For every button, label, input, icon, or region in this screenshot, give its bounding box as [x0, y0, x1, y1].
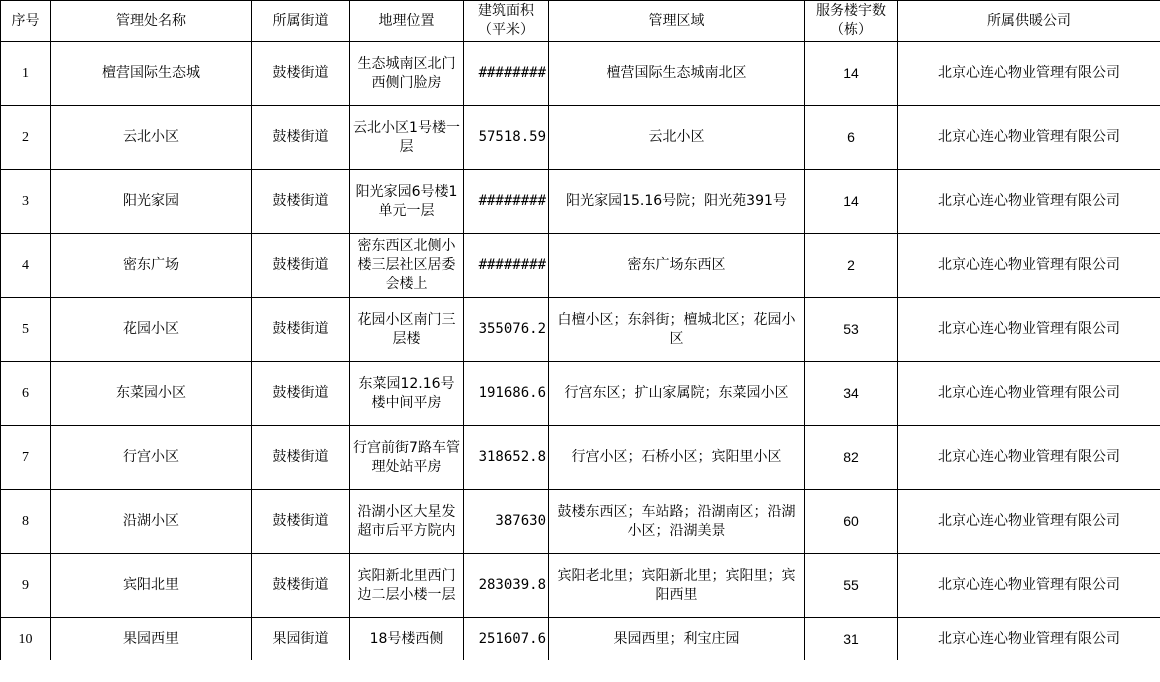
cell-office: 东菜园小区 [51, 362, 252, 426]
header-area [464, 1, 549, 42]
cell-office: 檀营国际生态城 [51, 42, 252, 106]
cell-street: 鼓楼街道 [252, 490, 350, 554]
cell-location: 云北小区1号楼一层 [350, 106, 464, 170]
table-row [1, 170, 1160, 234]
cell-company: 北京心连心物业管理有限公司 [898, 554, 1160, 618]
table-row [1, 298, 1160, 362]
cell-buildings: 82 [805, 426, 898, 490]
cell-area: 191686.6 [464, 362, 549, 426]
cell-area: ######## [464, 234, 549, 298]
table-row [1, 426, 1160, 490]
header-region: 管理区域 [549, 1, 805, 42]
header-office: 管理处名称 [51, 1, 252, 42]
header-buildings-line1: 服务楼宇数 [816, 3, 886, 19]
cell-buildings: 55 [805, 554, 898, 618]
cell-index: 7 [1, 426, 51, 490]
cell-company: 北京心连心物业管理有限公司 [898, 234, 1160, 298]
header-street: 所属街道 [252, 1, 350, 42]
cell-location: 行宫前街7路车管理处站平房 [350, 426, 464, 490]
cell-region: 白檀小区；东斜街；檀城北区；花园小区 [549, 298, 805, 362]
cell-area: 57518.59 [464, 106, 549, 170]
cell-street: 鼓楼街道 [252, 106, 350, 170]
cell-buildings: 31 [805, 618, 898, 661]
header-area-line1: 建筑面积 [478, 3, 534, 19]
cell-buildings: 6 [805, 106, 898, 170]
table-row [1, 42, 1160, 106]
cell-office: 果园西里 [51, 618, 252, 661]
cell-office: 宾阳北里 [51, 554, 252, 618]
cell-street: 鼓楼街道 [252, 170, 350, 234]
cell-region: 果园西里；利宝庄园 [549, 618, 805, 661]
cell-index: 2 [1, 106, 51, 170]
cell-office: 行宫小区 [51, 426, 252, 490]
cell-location: 18号楼西侧 [350, 618, 464, 661]
cell-index: 9 [1, 554, 51, 618]
header-buildings-line2: （栋） [830, 22, 872, 38]
table-row [1, 490, 1160, 554]
table-row [1, 618, 1160, 661]
cell-index: 5 [1, 298, 51, 362]
cell-area: 318652.8 [464, 426, 549, 490]
cell-office: 云北小区 [51, 106, 252, 170]
cell-buildings: 34 [805, 362, 898, 426]
cell-area: 355076.2 [464, 298, 549, 362]
header-location: 地理位置 [350, 1, 464, 42]
cell-street: 鼓楼街道 [252, 362, 350, 426]
table-row [1, 554, 1160, 618]
cell-company: 北京心连心物业管理有限公司 [898, 170, 1160, 234]
cell-region: 云北小区 [549, 106, 805, 170]
cell-street: 鼓楼街道 [252, 554, 350, 618]
cell-company: 北京心连心物业管理有限公司 [898, 618, 1160, 661]
table-row [1, 106, 1160, 170]
table-row [1, 234, 1160, 298]
cell-location: 宾阳新北里西门边二层小楼一层 [350, 554, 464, 618]
cell-street: 鼓楼街道 [252, 42, 350, 106]
header-area-line2: （平米） [478, 22, 534, 38]
cell-region: 密东广场东西区 [549, 234, 805, 298]
cell-company: 北京心连心物业管理有限公司 [898, 298, 1160, 362]
cell-office: 阳光家园 [51, 170, 252, 234]
header-company: 所属供暖公司 [898, 1, 1160, 42]
cell-street: 鼓楼街道 [252, 298, 350, 362]
header-index: 序号 [1, 1, 51, 42]
cell-index: 8 [1, 490, 51, 554]
cell-company: 北京心连心物业管理有限公司 [898, 362, 1160, 426]
cell-region: 行宫小区；石桥小区；宾阳里小区 [549, 426, 805, 490]
cell-office: 密东广场 [51, 234, 252, 298]
cell-index: 4 [1, 234, 51, 298]
cell-index: 10 [1, 618, 51, 661]
cell-company: 北京心连心物业管理有限公司 [898, 106, 1160, 170]
cell-area: ######## [464, 42, 549, 106]
cell-street: 鼓楼街道 [252, 234, 350, 298]
cell-location: 东菜园12.16号楼中间平房 [350, 362, 464, 426]
cell-region: 行宫东区；扩山家属院；东菜园小区 [549, 362, 805, 426]
cell-index: 6 [1, 362, 51, 426]
cell-location: 花园小区南门三层楼 [350, 298, 464, 362]
cell-index: 1 [1, 42, 51, 106]
cell-buildings: 2 [805, 234, 898, 298]
cell-buildings: 60 [805, 490, 898, 554]
cell-area: ######## [464, 170, 549, 234]
cell-area: 387630 [464, 490, 549, 554]
cell-region: 檀营国际生态城南北区 [549, 42, 805, 106]
cell-company: 北京心连心物业管理有限公司 [898, 490, 1160, 554]
table-row [1, 362, 1160, 426]
cell-office: 花园小区 [51, 298, 252, 362]
cell-company: 北京心连心物业管理有限公司 [898, 42, 1160, 106]
cell-region: 鼓楼东西区；车站路；沿湖南区；沿湖小区；沿湖美景 [549, 490, 805, 554]
cell-location: 阳光家园6号楼1单元一层 [350, 170, 464, 234]
cell-location: 密东西区北侧小楼三层社区居委会楼上 [350, 234, 464, 298]
cell-area: 251607.6 [464, 618, 549, 661]
cell-street: 果园街道 [252, 618, 350, 661]
header-buildings [805, 1, 898, 42]
cell-buildings: 14 [805, 170, 898, 234]
cell-region: 阳光家园15.16号院；阳光苑391号 [549, 170, 805, 234]
cell-street: 鼓楼街道 [252, 426, 350, 490]
cell-index: 3 [1, 170, 51, 234]
cell-region: 宾阳老北里；宾阳新北里；宾阳里；宾阳西里 [549, 554, 805, 618]
cell-location: 生态城南区北门西侧门脸房 [350, 42, 464, 106]
cell-area: 283039.8 [464, 554, 549, 618]
cell-location: 沿湖小区大星发超市后平方院内 [350, 490, 464, 554]
cell-company: 北京心连心物业管理有限公司 [898, 426, 1160, 490]
header-row [1, 1, 1160, 42]
cell-office: 沿湖小区 [51, 490, 252, 554]
cell-buildings: 53 [805, 298, 898, 362]
cell-buildings: 14 [805, 42, 898, 106]
